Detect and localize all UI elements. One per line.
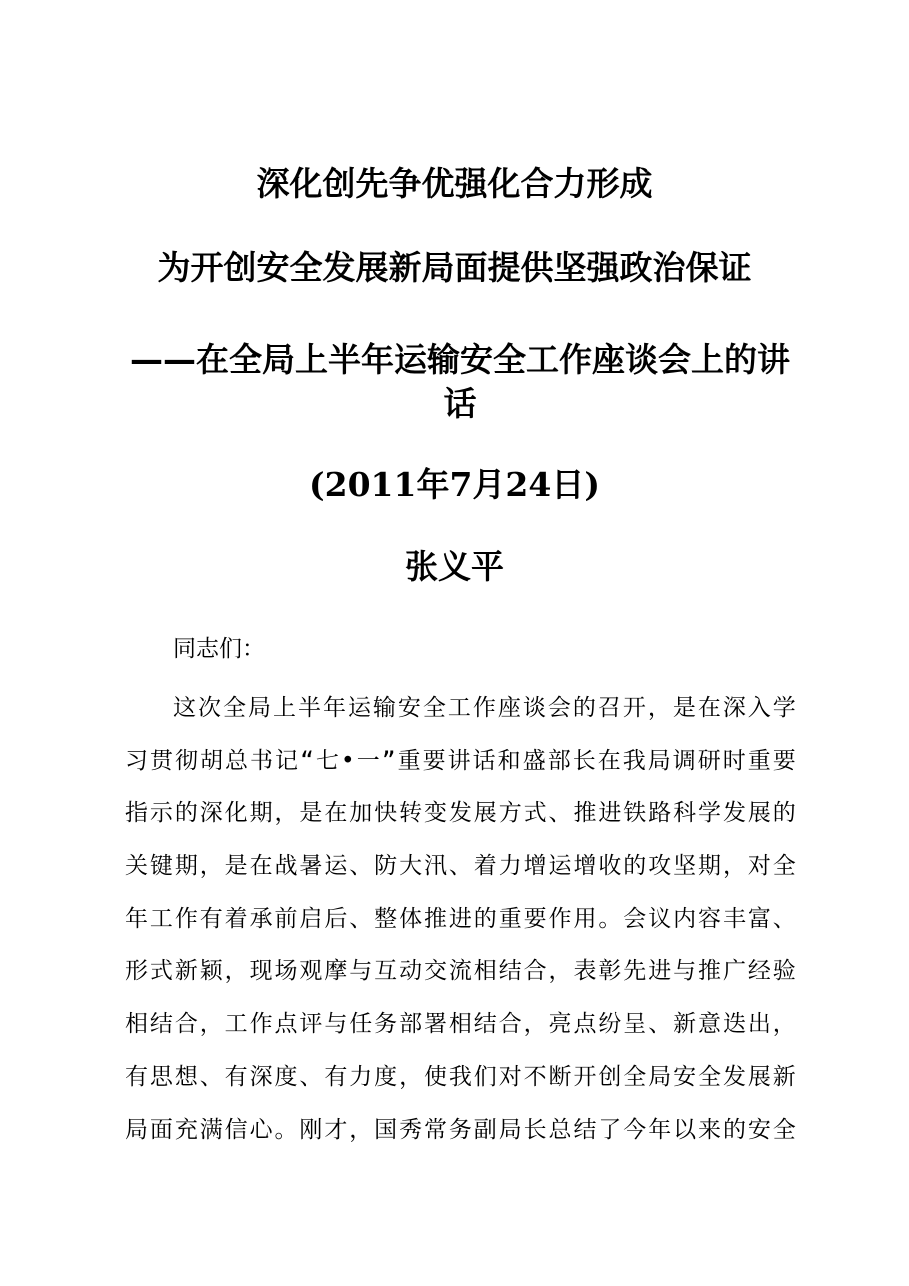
author-name: 张义平: [405, 547, 504, 586]
paragraph-line: 年工作有着承前启后、整体推进的重要作用。会议内容丰富、: [125, 905, 797, 932]
paragraph-line: 形式新颖，现场观摩与互动交流相结合，表彰先进与推广经验: [125, 958, 797, 985]
speech-date: (2011年7月24日): [309, 465, 600, 504]
title-line-2: 为开创安全发展新局面提供坚强政治保证: [157, 248, 752, 287]
title-line-1: 深化创先争优强化合力形成: [256, 164, 653, 203]
paragraph-line: 局面充满信心。刚才，国秀常务副局长总结了今年以来的安全: [125, 1116, 797, 1143]
paragraph-line: 关键期，是在战暑运、防大汛、着力增运增收的攻坚期，对全: [125, 853, 797, 880]
paragraph-line: 指示的深化期，是在加快转变发展方式、推进铁路科学发展的: [125, 800, 797, 827]
subtitle: ——在全局上半年运输安全工作座谈会上的讲话: [130, 340, 790, 423]
salutation: 同志们：: [173, 636, 265, 662]
paragraph-line: 相结合，工作点评与任务部署相结合，亮点纷呈、新意迭出，: [125, 1011, 797, 1038]
paragraph-line: 习贯彻胡总书记“七•一”重要讲话和盛部长在我局调研时重要: [125, 747, 797, 774]
paragraph-line: 这次全局上半年运输安全工作座谈会的召开，是在深入学: [173, 695, 797, 721]
body-paragraph: [125, 682, 797, 1156]
paragraph-line: 有思想、有深度、有力度，使我们对不断开创全局安全发展新: [125, 1063, 797, 1090]
